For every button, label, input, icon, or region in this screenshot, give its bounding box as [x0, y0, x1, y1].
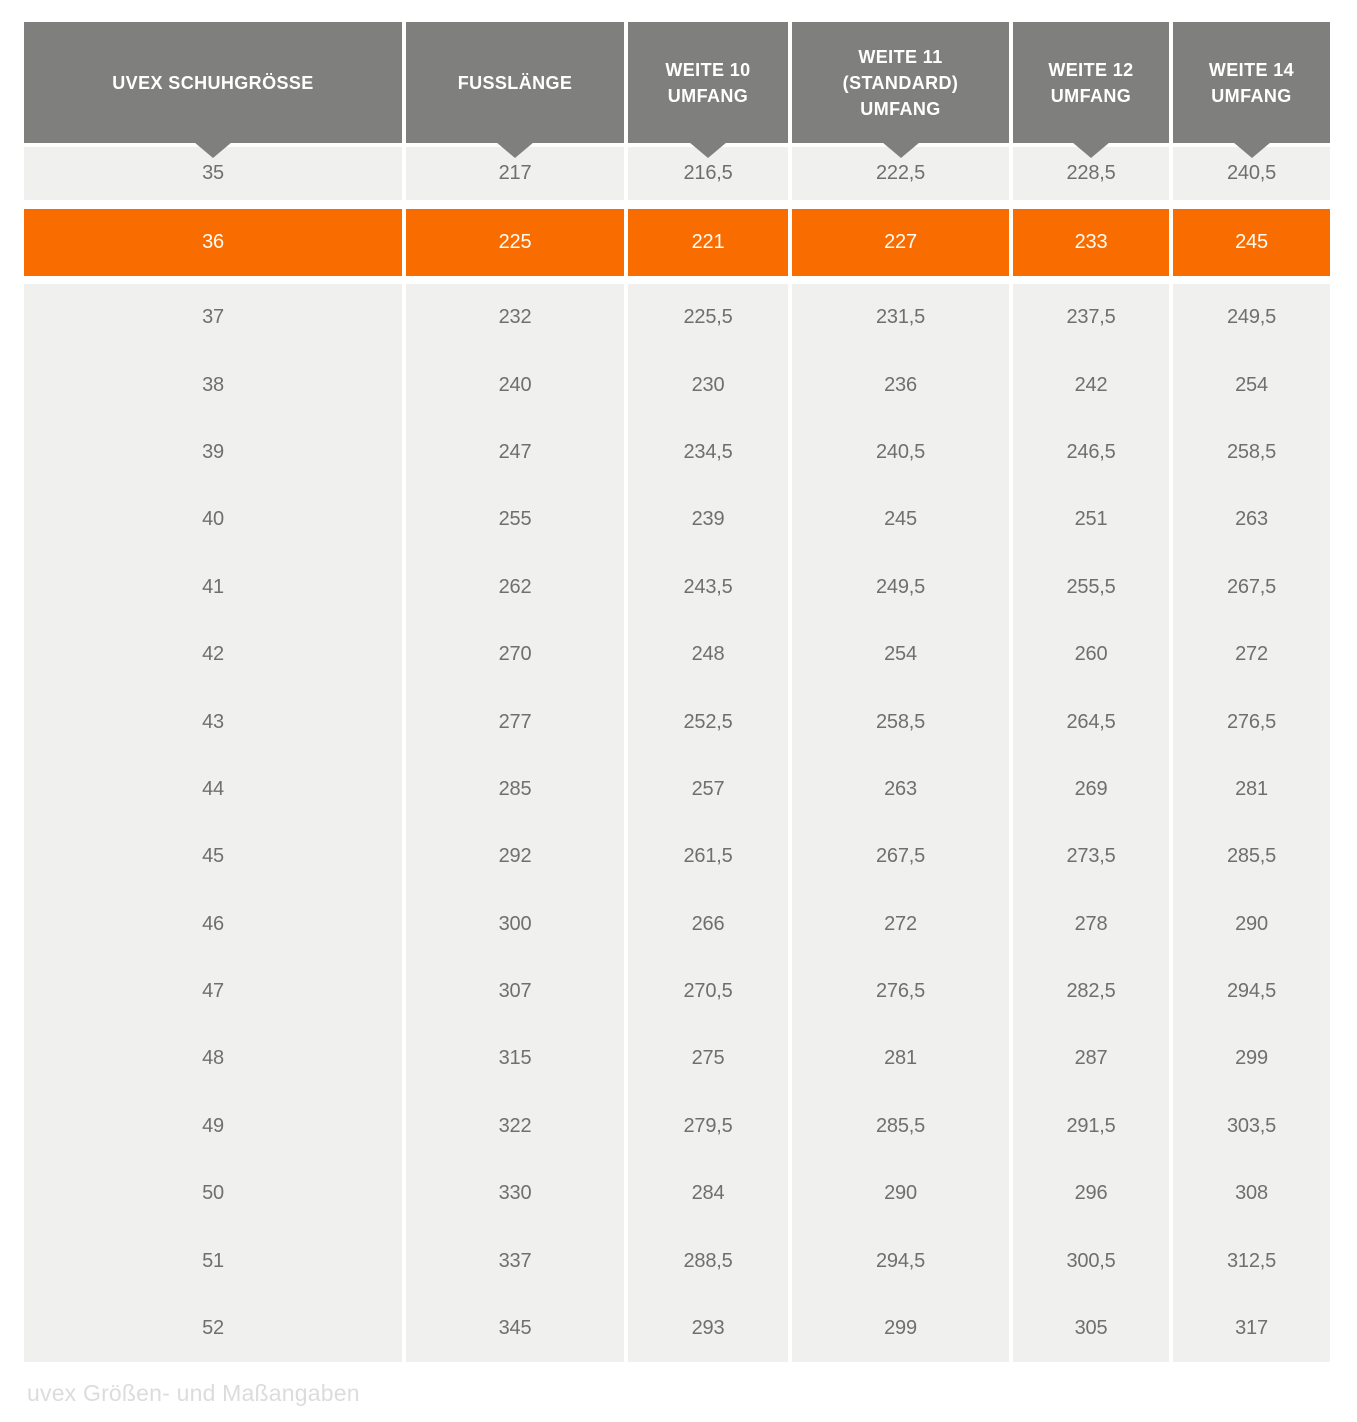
- table-cell: 278: [1013, 891, 1169, 958]
- table-cell: 225: [406, 209, 624, 276]
- table-cell: 216,5: [628, 147, 788, 200]
- table-cell: 234,5: [628, 419, 788, 486]
- column-header-label: WEITE 12 UMFANG: [1048, 59, 1134, 106]
- table-cell: 222,5: [792, 147, 1009, 200]
- table-caption: uvex Größen- und Maßangaben: [27, 1380, 360, 1406]
- triangle-down-icon: [1072, 142, 1110, 158]
- table-cell: 46: [24, 891, 402, 958]
- table-cell: 38: [24, 351, 402, 418]
- table-row-size-52[interactable]: [24, 1295, 1330, 1362]
- table-cell: 290: [792, 1160, 1009, 1227]
- table-cell: 52: [24, 1295, 402, 1362]
- table-cell: 245: [792, 486, 1009, 553]
- table-cell: 243,5: [628, 554, 788, 621]
- table-row-size-40[interactable]: [24, 486, 1330, 553]
- table-cell: 40: [24, 486, 402, 553]
- table-cell: 228,5: [1013, 147, 1169, 200]
- table-cell: 48: [24, 1025, 402, 1092]
- table-cell: 45: [24, 823, 402, 890]
- table-cell: 285,5: [1173, 823, 1330, 890]
- table-cell: 254: [1173, 351, 1330, 418]
- table-cell: 273,5: [1013, 823, 1169, 890]
- table-cell: 36: [24, 209, 402, 276]
- column-header-label: WEITE 11 (STANDARD) UMFANG: [842, 46, 959, 119]
- table-cell: 42: [24, 621, 402, 688]
- table-cell: 284: [628, 1160, 788, 1227]
- table-cell: 49: [24, 1093, 402, 1160]
- table-cell: 261,5: [628, 823, 788, 890]
- table-row-size-47[interactable]: [24, 958, 1330, 1025]
- table-cell: 270: [406, 621, 624, 688]
- table-cell: 264,5: [1013, 688, 1169, 755]
- table-cell: 292: [406, 823, 624, 890]
- table-cell: 227: [792, 209, 1009, 276]
- table-cell: 296: [1013, 1160, 1169, 1227]
- table-cell: 47: [24, 958, 402, 1025]
- column-header-label: WEITE 10 UMFANG: [665, 59, 751, 106]
- table-cell: 291,5: [1013, 1093, 1169, 1160]
- table-cell: 279,5: [628, 1093, 788, 1160]
- table-cell: 275: [628, 1025, 788, 1092]
- table-cell: 308: [1173, 1160, 1330, 1227]
- table-cell: 237,5: [1013, 284, 1169, 351]
- table-cell: 272: [792, 891, 1009, 958]
- table-cell: 240: [406, 351, 624, 418]
- column-header-label: WEITE 14 UMFANG: [1208, 59, 1295, 106]
- table-cell: 51: [24, 1227, 402, 1294]
- table-cell: 305: [1013, 1295, 1169, 1362]
- table-cell: 35: [24, 147, 402, 200]
- table-cell: 43: [24, 688, 402, 755]
- table-cell: 240,5: [1173, 147, 1330, 200]
- table-cell: 303,5: [1173, 1093, 1330, 1160]
- table-cell: 246,5: [1013, 419, 1169, 486]
- table-row-size-46[interactable]: [24, 891, 1330, 958]
- table-cell: 277: [406, 688, 624, 755]
- table-cell: 294,5: [1173, 958, 1330, 1025]
- table-cell: 312,5: [1173, 1227, 1330, 1294]
- column-header-weite-10-umfang: [628, 22, 788, 143]
- table-header-row: [24, 22, 1330, 143]
- table-cell: 233: [1013, 209, 1169, 276]
- table-body: [24, 147, 1330, 1362]
- table-cell: 345: [406, 1295, 624, 1362]
- table-cell: 39: [24, 419, 402, 486]
- column-header-weite-14-umfang: [1173, 22, 1330, 143]
- table-cell: 37: [24, 284, 402, 351]
- table-cell: 299: [1173, 1025, 1330, 1092]
- triangle-down-icon: [689, 142, 727, 158]
- table-cell: 248: [628, 621, 788, 688]
- table-cell: 300: [406, 891, 624, 958]
- table-row-size-38[interactable]: [24, 351, 1330, 418]
- table-cell: 262: [406, 554, 624, 621]
- column-header-weite-11-standard-umfang: [792, 22, 1009, 143]
- table-cell: 267,5: [1173, 554, 1330, 621]
- table-row-size-50[interactable]: [24, 1160, 1330, 1227]
- table-cell: 287: [1013, 1025, 1169, 1092]
- table-cell: 240,5: [792, 419, 1009, 486]
- table-cell: 232: [406, 284, 624, 351]
- table-cell: 285,5: [792, 1093, 1009, 1160]
- table-cell: 270,5: [628, 958, 788, 1025]
- table-cell: 276,5: [1173, 688, 1330, 755]
- table-cell: 225,5: [628, 284, 788, 351]
- triangle-down-icon: [496, 142, 534, 158]
- table-row-size-48[interactable]: [24, 1025, 1330, 1092]
- table-cell: 285: [406, 756, 624, 823]
- table-row-size-42[interactable]: [24, 621, 1330, 688]
- table-cell: 41: [24, 554, 402, 621]
- table-cell: 330: [406, 1160, 624, 1227]
- table-row-size-39[interactable]: [24, 419, 1330, 486]
- table-row-size-44[interactable]: [24, 756, 1330, 823]
- column-header-label: UVEX SCHUHGRÖSSE: [112, 72, 314, 93]
- table-cell: 281: [792, 1025, 1009, 1092]
- table-cell: 272: [1173, 621, 1330, 688]
- triangle-down-icon: [882, 142, 920, 158]
- table-row-size-36[interactable]: [24, 209, 1330, 276]
- column-header-uvex-schuhgroesse: [24, 22, 402, 143]
- table-cell: 236: [792, 351, 1009, 418]
- table-cell: 257: [628, 756, 788, 823]
- table-cell: 249,5: [792, 554, 1009, 621]
- table-cell: 307: [406, 958, 624, 1025]
- table-cell: 260: [1013, 621, 1169, 688]
- table-row-size-41[interactable]: [24, 554, 1330, 621]
- table-cell: 281: [1173, 756, 1330, 823]
- table-cell: 276,5: [792, 958, 1009, 1025]
- table-cell: 267,5: [792, 823, 1009, 890]
- table-cell: 255,5: [1013, 554, 1169, 621]
- triangle-down-icon: [1233, 142, 1271, 158]
- table-cell: 288,5: [628, 1227, 788, 1294]
- table-cell: 266: [628, 891, 788, 958]
- table-cell: 217: [406, 147, 624, 200]
- table-row-size-51[interactable]: [24, 1227, 1330, 1294]
- table-cell: 242: [1013, 351, 1169, 418]
- table-cell: 315: [406, 1025, 624, 1092]
- table-cell: 317: [1173, 1295, 1330, 1362]
- table-cell: 249,5: [1173, 284, 1330, 351]
- table-cell: 282,5: [1013, 958, 1169, 1025]
- table-cell: 263: [792, 756, 1009, 823]
- table-cell: 322: [406, 1093, 624, 1160]
- table-cell: 254: [792, 621, 1009, 688]
- table-cell: 293: [628, 1295, 788, 1362]
- table-cell: 300,5: [1013, 1227, 1169, 1294]
- table-cell: 258,5: [1173, 419, 1330, 486]
- table-cell: 231,5: [792, 284, 1009, 351]
- table-cell: 252,5: [628, 688, 788, 755]
- table-row-size-37[interactable]: [24, 284, 1330, 351]
- table-cell: 230: [628, 351, 788, 418]
- table-cell: 294,5: [792, 1227, 1009, 1294]
- table-row-size-49[interactable]: [24, 1093, 1330, 1160]
- column-header-fusslaenge: [406, 22, 624, 143]
- table-cell: 247: [406, 419, 624, 486]
- column-header-weite-12-umfang: [1013, 22, 1169, 143]
- table-row-size-45[interactable]: [24, 823, 1330, 890]
- triangle-down-icon: [194, 142, 232, 158]
- table-cell: 221: [628, 209, 788, 276]
- table-cell: 255: [406, 486, 624, 553]
- size-table: [24, 22, 1330, 1362]
- table-cell: 337: [406, 1227, 624, 1294]
- table-cell: 251: [1013, 486, 1169, 553]
- table-cell: 299: [792, 1295, 1009, 1362]
- column-header-label: FUSSLÄNGE: [457, 72, 573, 93]
- table-cell: 269: [1013, 756, 1169, 823]
- table-cell: 290: [1173, 891, 1330, 958]
- table-cell: 258,5: [792, 688, 1009, 755]
- table-cell: 245: [1173, 209, 1330, 276]
- table-cell: 50: [24, 1160, 402, 1227]
- table-cell: 263: [1173, 486, 1330, 553]
- table-cell: 44: [24, 756, 402, 823]
- table-row-size-43[interactable]: [24, 688, 1330, 755]
- table-cell: 239: [628, 486, 788, 553]
